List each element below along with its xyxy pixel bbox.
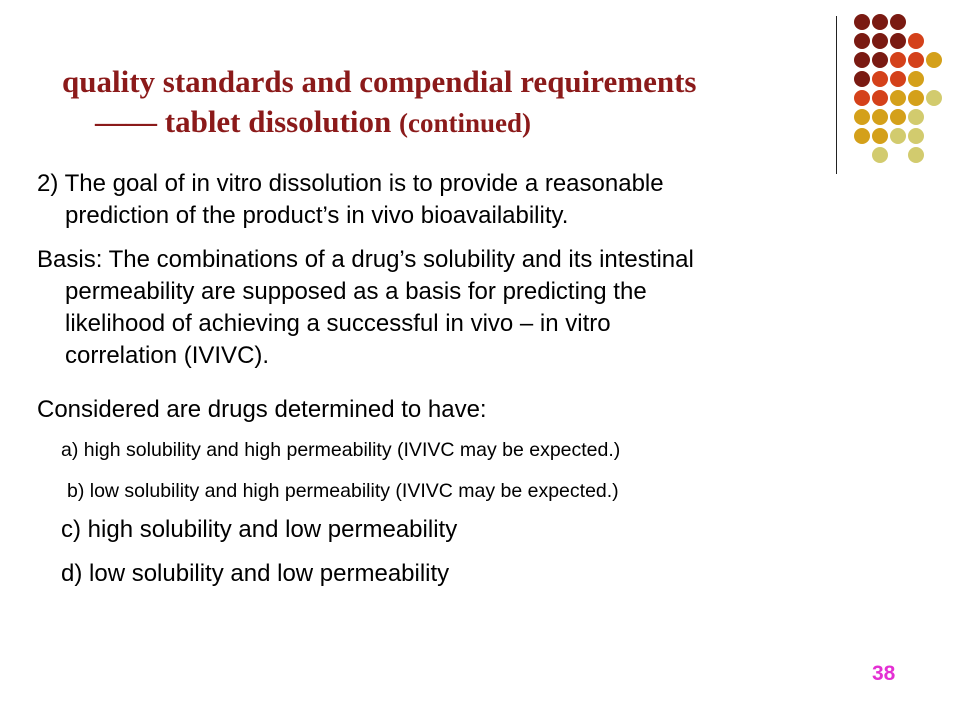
dot <box>872 90 888 106</box>
dot <box>908 128 924 144</box>
dot <box>890 71 906 87</box>
dot <box>854 14 870 30</box>
dot <box>926 90 942 106</box>
dot <box>854 71 870 87</box>
dot <box>908 90 924 106</box>
basis-line-4: correlation (IVIVC). <box>65 342 270 369</box>
dot <box>872 14 888 30</box>
basis-line-3: likelihood of achieving a successful in vivo – in vitro <box>65 310 611 337</box>
dot <box>890 109 906 125</box>
basis-line-1: Basis: The combinations of a drug’s solubility and its intestinal <box>37 246 694 273</box>
dot <box>854 33 870 49</box>
dot <box>872 147 888 163</box>
dot <box>854 90 870 106</box>
basis-line-2: permeability are supposed as a basis for predicting the <box>65 278 647 305</box>
dot <box>854 109 870 125</box>
list-item-b: b) low solubility and high permeability (IVIVC may be expected.) <box>67 480 619 502</box>
title-line-1: quality standards and compendial requirements <box>62 64 697 99</box>
dot <box>908 109 924 125</box>
list-item-d: d) low solubility and low permeability <box>61 560 450 587</box>
dot <box>890 14 906 30</box>
basis-paragraph <box>37 244 694 372</box>
dot <box>872 109 888 125</box>
dot <box>890 128 906 144</box>
page-number: 38 <box>872 662 896 685</box>
title-line-2 <box>95 102 830 143</box>
list-item-a: a) high solubility and high permeability (IVIVC may be expected.) <box>61 439 621 461</box>
dot <box>890 90 906 106</box>
dot <box>872 128 888 144</box>
dot <box>854 52 870 68</box>
dot <box>908 33 924 49</box>
dot <box>908 52 924 68</box>
dot <box>908 71 924 87</box>
title-line-2-sub: (continued) <box>399 108 532 138</box>
point-2-line-2: prediction of the product’s in vivo bioavailability. <box>65 202 569 229</box>
dot <box>908 147 924 163</box>
point-2-line-1: 2) The goal of in vitro dissolution is to provide a reasonable <box>37 170 664 197</box>
title-line-2-main: —— tablet dissolution <box>95 104 392 139</box>
considered-heading: Considered are drugs determined to have: <box>37 396 487 423</box>
dot <box>872 71 888 87</box>
decorative-divider <box>836 16 837 174</box>
dot <box>890 52 906 68</box>
dot <box>872 33 888 49</box>
dot <box>890 33 906 49</box>
dot <box>926 52 942 68</box>
dot <box>854 128 870 144</box>
list-item-c: c) high solubility and low permeability <box>61 516 458 543</box>
point-2 <box>37 168 664 232</box>
dot <box>872 52 888 68</box>
slide-title <box>0 62 830 143</box>
